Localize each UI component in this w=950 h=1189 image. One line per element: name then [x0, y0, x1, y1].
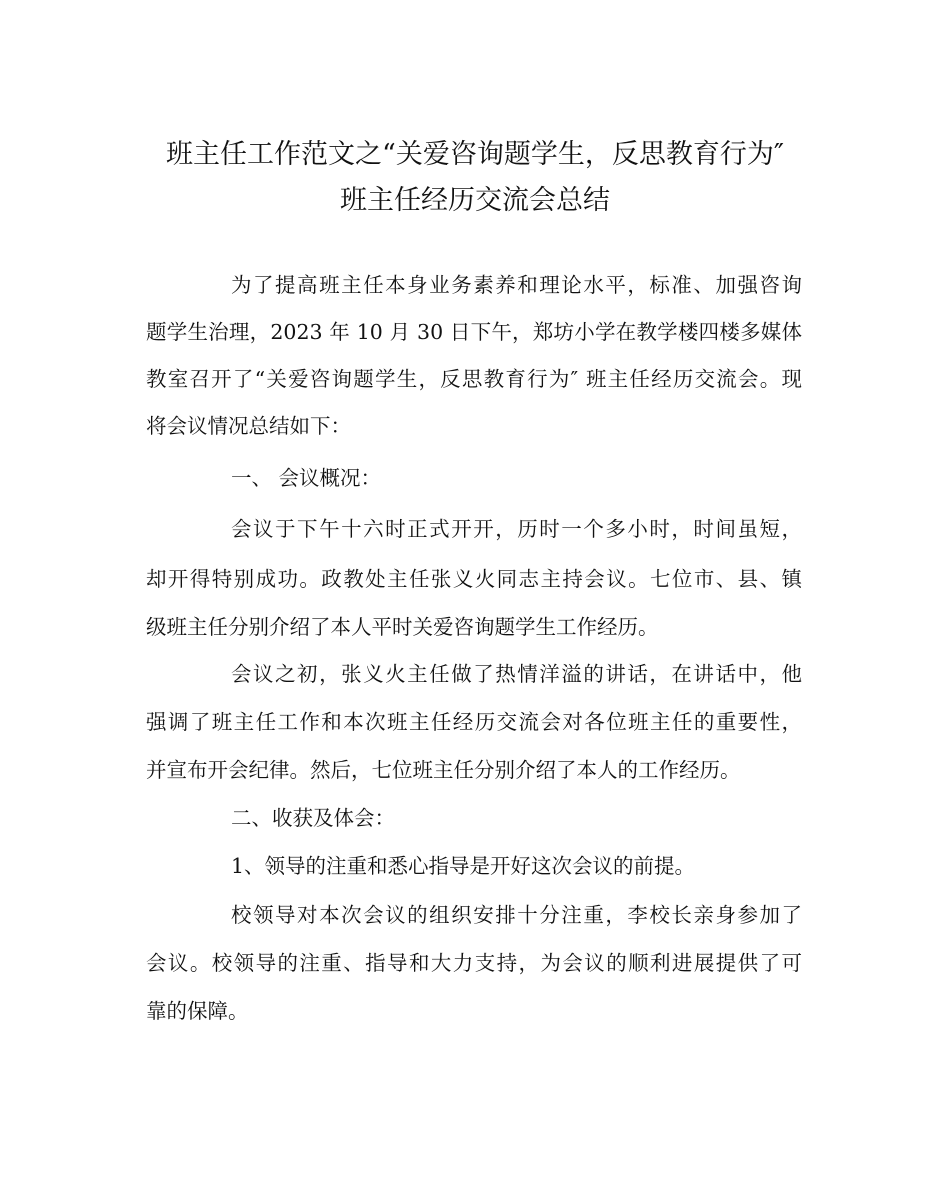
paragraph-line: 级班主任分别介绍了本人平时关爱咨询题学生工作经历。: [146, 615, 659, 639]
paragraph-line: 会议之初，张义火主任做了热情洋溢的讲话，在讲话中，他: [231, 662, 802, 686]
paragraph-line: 为了提高班主任本身业务素养和理论水平，标准、加强咨询: [231, 273, 802, 297]
paragraph-line: 题学生治理，2023 年 10 月 30 日下午，郑坊小学在教学楼四楼多媒体: [146, 320, 802, 344]
paragraph-line: 会议于下午十六时正式开开，历时一个多小时，时间虽短，: [231, 517, 802, 541]
paragraph-line: 校领导对本次会议的组织安排十分注重，李校长亲身参加了: [231, 903, 802, 927]
paragraph-line: 并宣布开会纪律。然后，七位班主任分别介绍了本人的工作经历。: [146, 758, 741, 782]
paragraph-line: 强调了班主任工作和本次班主任经历交流会对各位班主任的重要性，: [146, 710, 802, 734]
document-title-line-2: 班主任经历交流会总结: [340, 185, 610, 216]
paragraph-line: 靠的保障。: [146, 999, 249, 1023]
paragraph-line: 将会议情况总结如下：: [146, 414, 351, 438]
document-title-line-1: 班主任工作范文之“关爱咨询题学生，反思教育行为″: [166, 139, 784, 170]
paragraph-line: 会议。校领导的注重、指导和大力支持，为会议的顺利进展提供了可: [146, 951, 802, 975]
paragraph-line: 教室召开了“关爱咨询题学生，反思教育行为″ 班主任经历交流会。现: [146, 367, 802, 391]
paragraph-line: 却开得特别成功。政教处主任张义火同志主持会议。七位市、县、镇: [146, 567, 802, 591]
subsection-heading: 1、领导的注重和悉心指导是开好这次会议的前提。: [231, 854, 696, 878]
section-heading: 一、 会议概况：: [231, 466, 382, 490]
section-heading: 二、收获及体会：: [231, 806, 395, 830]
